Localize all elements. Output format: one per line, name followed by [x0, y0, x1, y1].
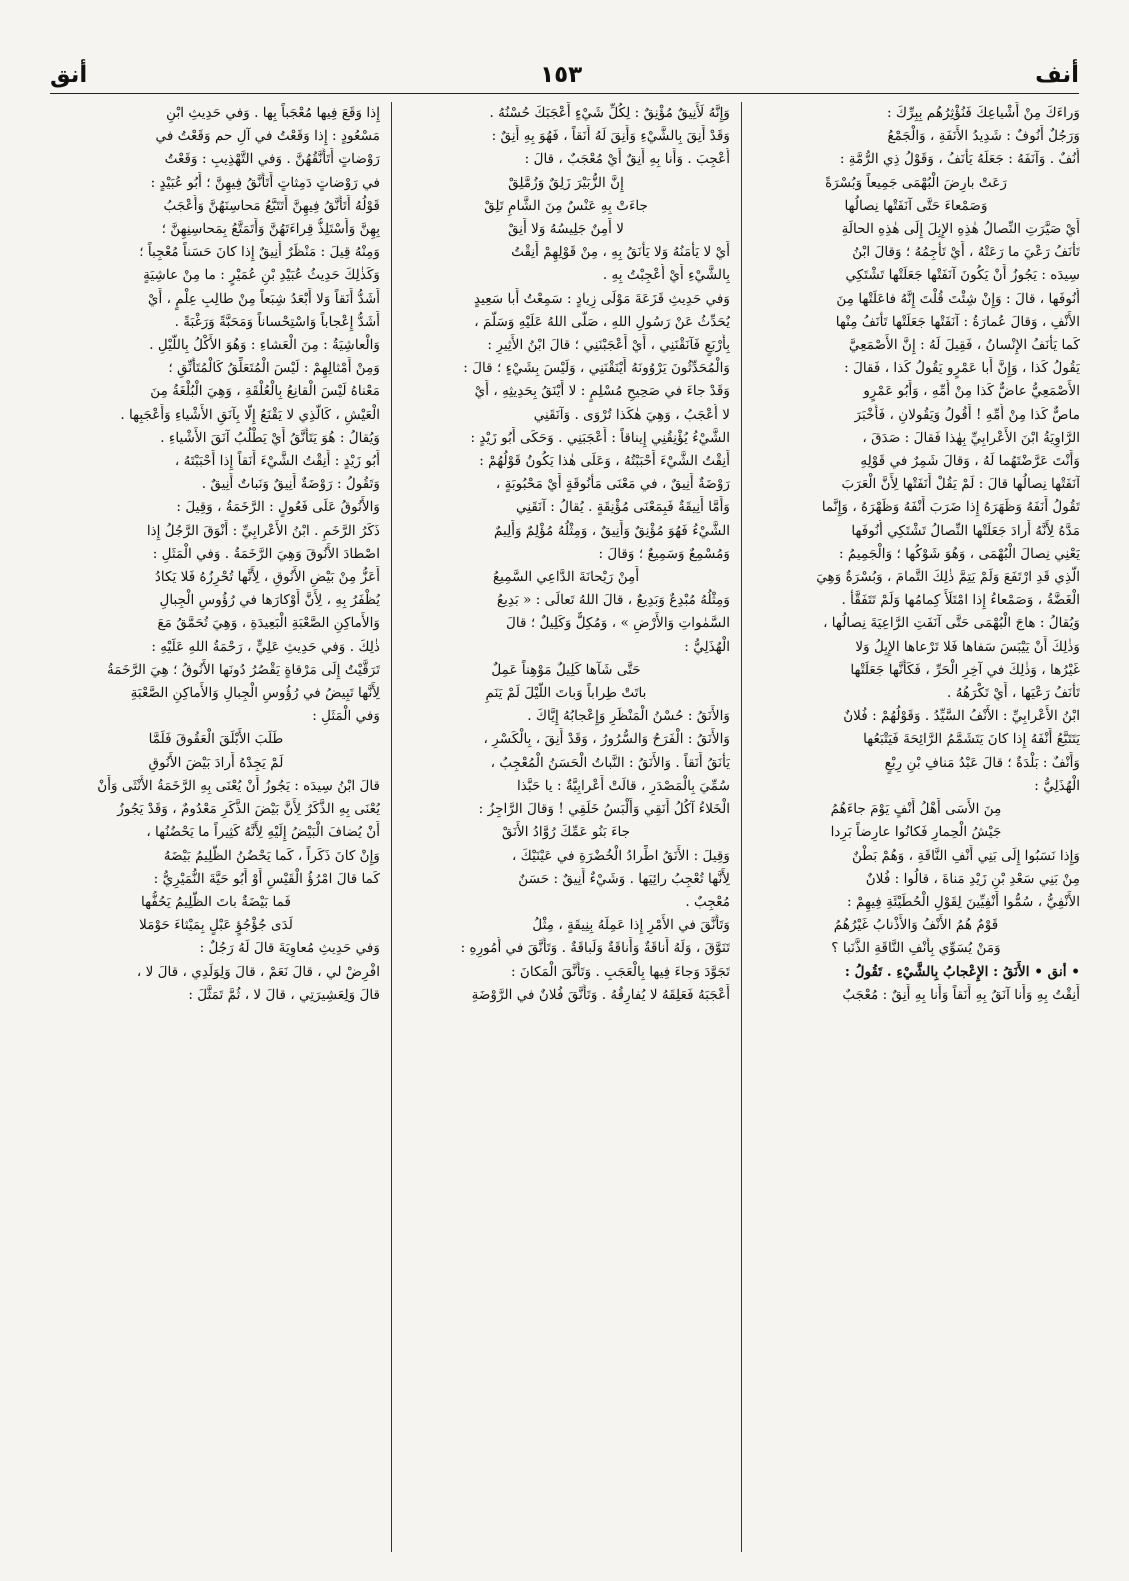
entry-headword-line: • أنق • الأَنَقُ : الإِعْجابُ بِالشَّيْءِ . تَقُولُ :	[844, 963, 1080, 980]
verse-line: باتَتْ طِراباً وَباتَ اللَّيْلَ لَمْ يَنَمِ	[485, 685, 647, 702]
text-line: وَالأَنَقُ : الْفَرَحُ وَالسُّرُورُ ، وَقَدْ أَنِقَ ، بِالْكَسْرِ ،	[483, 731, 730, 748]
verse-line: وَصَمْعاءَ حَتَّى آنَفَتْها نِصالُها	[844, 197, 988, 214]
text-line: تَنَوَّقَ ، وَلَهُ أَناقَةٌ وَأَناقَةٌ وَلَباقَةٌ . وَتَأَنَّقَ في أُمُورِهِ :	[460, 940, 730, 957]
text-line: إِذا وَقَعَ فِيها مُعْجَباً بِها . وَفي حَدِيثِ ابْنِ	[166, 105, 380, 121]
text-line: غَيْرُها ، وَذٰلِكَ في آخِرِ الْحَرِّ ، فَكَأَنَّها جَعَلَتْها	[850, 661, 1080, 678]
text-line: تَرَقَّيْتُ إِلَى مَرْقاةٍ يَقْصُرُ دُونَها الأَنُوقُ ؛ هِيَ الرَّخَمَةُ	[106, 661, 380, 678]
text-line: قَوْلُهُ أَتَأَنَّقُ فِيهِنَّ أَتَتَبَّعُ مَحاسِنَهُنَّ وَأُعْجَبُ	[163, 197, 380, 214]
text-line: مِنْ بَنِي سَعْدِ بْنِ زَيْدِ مَناةَ ، قالُوا : فُلانٌ	[865, 870, 1080, 887]
text-line: أَبُو زَيْدٍ : أَنِقْتُ الشَّيْءَ أَنَقاً إِذا أَحْبَبْتَهُ ،	[174, 453, 380, 470]
text-line: وَإِنْ كانَ ذَكَراً ، كَما يَحْضُنُ الظَّلِيمُ بَيْضَهُ	[163, 847, 380, 864]
text-line: سُمِّيَ بِالْمَصْدَرِ ، قالَتْ أَعْرابِيَّةٌ : يا حَبَّذا	[516, 777, 730, 794]
verse-line: مِنَ الأَسَى أَهْلُ أَنْفٍ يَوْمَ جاءَهُمُ	[830, 801, 1002, 818]
verse-line: حَتَّى شَآها كَلِيلٌ مَوْهِناً عَمِلٌ	[491, 661, 641, 678]
text-line: وَأَنْتَ عَرَّضْتَهُما لَهُ ، وَقالَ شَمِرٌ في قَوْلِهِ	[860, 453, 1080, 470]
text-line: وَالأَنُوقُ عَلَى فَعُولٍ : الرَّخَمَةُ ، وَقِيلَ :	[176, 499, 380, 516]
text-line: افْرِضْ لي ، قالَ نَعَمْ ، قالَ وَلِوَلَدِي ، قالَ لا ،	[136, 963, 380, 980]
text-line: الَّذِي قَدِ ارْتَفَعَ وَلَمْ يَتِمَّ ذٰلِكَ التَّمامَ ، وَبُسْرَةٌ وَهِيَ	[816, 569, 1080, 586]
text-line: مَدَّهُ لِأَنَّهُ أَرادَ جَعَلَتْها النِّصالُ تَشْتَكِي أُنُوفَها	[851, 522, 1080, 539]
text-line: وَيُقالُ : هُوَ يَتَأَنَّقُ أَيْ يَطْلُبُ آنَقَ الأَشْياءِ .	[160, 429, 380, 446]
text-line: وَتَقُولُ : رَوْضَةٌ أَنِيقٌ وَنَباتٌ أَنِيقٌ .	[201, 476, 380, 493]
text-line: آنَفَتْها نِصالُها قالَ : لَمْ يَقُلْ أَنَفَتْها لِأَنَّ الْعَرَبَ	[841, 476, 1080, 493]
text-line: وَفي الْمَثَلِ :	[312, 708, 380, 725]
text-line: وَالْعاشِيَةُ : مِنَ الْعَشاءِ : وَهُوَ الأَكْلُ بِاللَّيْلِ .	[149, 337, 380, 354]
text-line: يَتَتَبَّعُ أَنْفَهُ إِذا كانَ يَتَشَمَّمُ الرَّائِحَةَ فَيَتْبَعُها	[863, 731, 1080, 748]
text-line: أُنُوفَها ، قالَ : وَإِنْ شِئْتَ قُلْتَ إِنَّهُ فاعَلَتْها مِنَ	[836, 290, 1080, 307]
text-line: وَتَأَنَّقَ في الأَمْرِ إِذا عَمِلَهُ بِنِيقَةٍ ، مِثْلُ	[532, 917, 730, 934]
text-line: الْعَيْشِ ، كَالَّذِي لا يَقْنَعُ إِلَّا بِآنَقِ الأَشْياءِ وَأَعْجَبِها .	[120, 406, 380, 423]
text-line: أُنُفٌ . وَآنَفَهُ : جَعَلَهُ يَأْنَفُ ، وَقَوْلُ ذِي الرُّمَّةِ :	[839, 151, 1080, 168]
text-line: بِالشَّيْءِ أَيْ أُعْجِبْتُ بِهِ .	[602, 267, 730, 284]
text-line: كَما قالَ امْرُؤُ الْقَيْسِ أَوْ أَبُو حَيَّةَ النُّمَيْرِيُّ :	[153, 870, 380, 887]
verse-line: جاءَتْ بِهِ عَنْسٌ مِنَ الشَّامِ تَلِقْ	[484, 197, 648, 214]
text-line: مَعْناهُ لَيْسَ الْقانِعُ بِالْعُلْقَةِ ، وَهِيَ الْبُلْغَةُ مِنَ	[150, 383, 380, 400]
text-line: وَرَجُلٌ أَنُوفٌ : شَدِيدُ الأَنَفَةِ ، وَالْجَمْعُ	[887, 128, 1080, 145]
text-line: مُعْجِبٌ .	[685, 893, 730, 910]
page-header	[50, 58, 1079, 92]
text-line: أَنْ يُضافَ الْبَيْضُ إِلَيْهِ لِأَنَّهُ كَثِيراً ما يَحْضُنُها ،	[146, 824, 380, 841]
text-line: بِهِنَّ وَأَسْتَلِذُّ قِراءَتَهُنَّ وَأَتَمَتَّعُ بِمَحاسِنِهِنَّ ؛	[161, 221, 380, 238]
text-line: الْخَلاءُ آكُلُ أَنَقِي وَأَلْبَسُ خَلَقِي ! وَقالَ الرَّاجِزُ :	[478, 801, 730, 818]
text-line: الأَصْمَعِيُّ عاضٌّ كَذا مِنْ أُمِّهِ ، وَأَبُو عَمْرٍو	[863, 383, 1080, 400]
text-line: وَالْمُحَدِّثُونَ يَرْوُونَهُ أَيْنَقْنَنِي ، وَلَيْسَ بِشَيْءٍ ؛ قالَ :	[463, 360, 730, 377]
right-running-head: أنف	[1035, 62, 1079, 88]
text-line: لِأَنَّها تُعْجِبُ رائِيَها . وَشَيْءٌ أَنِيقٌ : حَسَنٌ	[518, 870, 730, 887]
verse-line: قَوْمٌ هُمُ الأَنْفُ وَالأَذْنابُ غَيْرُهُمُ	[833, 917, 999, 934]
column-divider	[741, 102, 742, 1552]
text-line: وَيُقالُ : هاجَ الْبُهْمَى حَتَّى آنَفَتِ الرَّاعِيَةَ نِصالُها ،	[823, 615, 1080, 632]
text-line: يُعْنَى بِهِ الذَّكَرُ لِأَنَّ بَيْضَ الذَّكَرِ مَعْدُومٌ ، وَقَدْ يَجُوزُ	[117, 801, 380, 818]
text-line: تَأْنَفُ رَعْيَ ما رَعَتْهُ ، أَيْ تَأْجِمُهُ ؛ وَقالَ ابْنُ	[852, 244, 1080, 261]
text-line: يُظْفَرُ بِهِ ، لِأَنَّ أَوْكارَها في رُؤُوسِ الْجِبالِ	[159, 592, 380, 609]
text-line: لِأَنَّها تَبِيضُ في رُؤُوسِ الْجِبالِ وَالأَماكِنِ الصَّعْبَةِ	[130, 685, 380, 702]
verse-line: رَعَتْ بارِضَ الْبُهْمَى جَمِيعاً وَبُسْرَةً	[825, 174, 1007, 191]
text-line: الأَنْفِ ، وَقالَ عُمارَةُ : آنَفَتْها جَعَلَتْها تَأْنَفُ مِنْها	[835, 313, 1080, 330]
text-line: الشَّيْءُ يُؤْنِقُنِي إِيناقاً : أَعْجَبَنِي . وَحَكَى أَبُو زَيْدٍ :	[470, 429, 730, 446]
verse-line: إِنَّ الزُّبَيْرَ زَلِقٌ وَزُمَّلِقْ	[508, 174, 624, 191]
text-line: وَالأَنَقُ : حُسْنُ الْمَنْظَرِ وَإِعْجابُهُ إِيَّاكَ .	[527, 708, 730, 725]
verse-line: لَمْ يَجِدْهُ أَرادَ بَيْضَ الأَنُوقِ	[148, 754, 284, 771]
text-columns	[52, 102, 1080, 1552]
verse-line: جاءَ بَنُو عَمِّكَ رُوَّادُ الأَنَقْ	[501, 824, 631, 841]
text-line: رَوْضاتٍ أَتَأَنَّقُهُنَّ . وَفي التَّهْذِيبِ : وَقَعْتُ	[164, 151, 380, 168]
column-left	[52, 102, 380, 1552]
text-line: سِيدَه : يَجُوزُ أَنْ يَكُونَ آنَفَتْها جَعَلَتْها تَشْتَكِي	[845, 267, 1080, 284]
text-line: الْهُذَلِيُّ :	[1034, 777, 1080, 794]
text-line: أَعْجَبَهُ فَعَلِقَهُ لا يُفارِقُهُ . وَتَأَنَّقَ فُلانٌ في الرَّوْضَةِ	[471, 986, 730, 1003]
text-line: وَذٰلِكَ أَنْ يَيْبَسَ سَفاها فَلا تَرْعاها الإِبِلُ وَلا	[855, 638, 1080, 655]
text-line: لا أُعْجَبُ ، وَهِيَ هٰكَذا تُرْوَى . وَآنَقَنِي	[533, 406, 730, 423]
column-right	[752, 102, 1080, 1552]
text-line: بِأَرْبَعٍ فَآنَقْنَنِي ، أَيْ أَعْجَبْنَنِي ؛ قالَ ابْنُ الأَثِيرِ :	[487, 337, 730, 354]
text-line: ذَكَرُ الرَّخَمِ . ابْنُ الأَعْرابِيِّ : أَنْوَقَ الرَّجُلُ إِذا	[146, 522, 380, 539]
text-line: وَإِذا نَسَبُوا إِلَى بَنِي أَنْفِ النَّاقَةِ ، وَهُمْ بَطْنٌ	[851, 847, 1080, 864]
text-line: اصْطادَ الأَنُوقَ وَهِيَ الرَّخَمَةُ . وَفي الْمَثَلِ :	[152, 545, 380, 562]
text-line: وَأَمَّا أَنِيقَةٌ فَبِمَعْنَى مُؤْنِقَةٍ . يُقالُ : آنَقَنِي	[516, 499, 730, 516]
text-line: وَقِيلَ : الأَنَقُ اطِّرادُ الْخُضْرَةِ في عَيْنَيْكَ ،	[511, 847, 730, 864]
text-line: كَما يَأْنَفُ الإِنْسانُ ، فَقِيلَ لَهُ : إِنَّ الأَصْمَعِيَّ	[848, 337, 1080, 354]
text-line: وَكَذٰلِكَ حَدِيثُ عُبَيْدِ بْنِ عُمَيْرٍ : ما مِنْ عاشِيَةٍ	[143, 267, 380, 284]
text-line: مَسْعُودٍ : إِذا وَقَعْتُ في آلِ حم وَقَعْتُ في	[155, 128, 380, 145]
text-line: في رَوْضاتٍ دَمِثاتٍ أَتَأَنَّقُ فِيهِنَّ ؛ أَبُو عُبَيْدٍ :	[150, 174, 380, 191]
text-line: أَيْ صَيَّرَتِ النِّصالُ هٰذِهِ الإِبِلَ إِلَى هٰذِهِ الحالَةِ	[841, 221, 1080, 238]
header-rule	[50, 93, 1079, 94]
left-running-head: أنق	[50, 62, 88, 88]
text-line: وَقَدْ أَنِقَ بِالشَّيْءِ وَأَنِقَ لَهُ أَنَقاً ، فَهُوَ بِهِ أَنِقٌ :	[491, 128, 730, 145]
text-line: أَنِقْتُ بِهِ وَأَنا آنَقُ بِهِ أَنَقاً وَأَنا بِهِ أَنِقٌ : مُعْجَبٌ	[842, 986, 1080, 1003]
text-line: وَأَنْفٌ : بَلْدَةٌ ؛ قالَ عَبْدُ مَنافِ بْنِ رِبْعٍ	[884, 754, 1080, 771]
page-number: ١٥٣	[540, 62, 583, 88]
text-line: يُحَدِّثُ عَنْ رَسُولِ اللهِ ، صَلَّى اللهُ عَلَيْهِ وَسَلَّمَ ،	[474, 313, 730, 330]
text-line: ماصٌّ كَذا مِنْ أُمِّهِ ! أَقُولُ وَيَقُولانِ ، فَأَخْبَرَ	[854, 406, 1080, 423]
text-line: وَمِنْ أَمْثالِهِمْ : لَيْسَ الْمُتَعَلِّقُ كَالْمُتَأَنِّقِ ؛	[168, 360, 380, 377]
verse-line: أَمِنْ رَيْحانَةَ الدَّاعِي السَّمِيعُ	[492, 569, 640, 586]
text-line: الْغَضَّةُ ، وَصَمْعاءُ إِذا امْتَلَأَ كِمامُها وَلَمْ تَتَفَقَّأْ .	[841, 592, 1080, 609]
text-line: تَقُولُ أَنَفَهُ وَظَهَرَهُ إِذا ضَرَبَ أَنْفَهُ وَظَهْرَهُ ، وَإِنَّما	[821, 499, 1080, 516]
text-line: يَقُولُ كَذا ، وَإِنَّ أَبا عَمْرٍو يَقُولُ كَذا ، فَقالَ :	[844, 360, 1080, 377]
column-middle	[402, 102, 730, 1552]
text-line: رَوْضَةٌ أَنِيقٌ ، في مَعْنَى مَأْنُوقَةٍ أَيْ مَحْبُوبَةٍ ،	[495, 476, 730, 493]
text-line: الرَّاوِيَةُ ابْنَ الأَعْرابِيِّ بِهٰذا فَقالَ : صَدَقَ ،	[862, 429, 1080, 446]
text-line: يَعْنِي نِصالَ الْبُهْمَى ، وَهُوَ شَوْكُها ؛ وَالْجَمِيمُ :	[838, 545, 1080, 562]
text-line: أَيْ لا يَأْمَنُهُ وَلا يَأْنَقُ بِهِ ، مِنْ قَوْلِهِمْ أَنِقْتُ	[511, 244, 730, 261]
text-line: الشَّيْءُ فَهُوَ مُؤْنِقٌ وَأَنِيقٌ ، وَمِثْلُهُ مُؤْلِمٌ وَأَلِيمٌ	[493, 522, 730, 539]
text-line: قالَ ابْنُ سِيدَه : يَجُوزُ أَنْ يُعْنَى بِهِ الرَّخَمَةُ الأُنْثَى وَأَنْ	[97, 777, 380, 794]
text-line: ابْنُ الأَعْرابِيِّ : الأَنْفُ السَّيِّدُ . وَقَوْلُهُمْ : فُلانٌ	[843, 708, 1080, 725]
text-line: الأَنْفِيُّ ، سُمُّوا أَنْفِيِّينَ لِقَوْلِ الْحُطَيْئَةِ فِيهِمْ :	[847, 893, 1080, 910]
text-line: الْهُذَلِيُّ :	[684, 638, 730, 655]
text-line: وَإِنَّهُ لَأَنِيقٌ مُؤْنِقٌ : لِكُلِّ شَيْءٍ أَعْجَبَكَ حُسْنُهُ .	[489, 105, 730, 121]
text-line: ذٰلِكَ . وَفي حَدِيثِ عَلِيٍّ ، رَحْمَةُ اللهِ عَلَيْهِ :	[151, 638, 380, 655]
text-line: أَنِقْتُ الشَّيْءَ أَحْبَبْتُهُ ، وَعَلَى هٰذا يَكُونُ قَوْلُهُمْ :	[479, 453, 730, 470]
text-line: قالَ وَلِعَشِيرَتِي ، قالَ لا ، ثُمَّ تَمَثَّلَ :	[188, 986, 380, 1003]
text-line: أَشَدُّ إِعْجاباً وَاسْتِحْساناً وَمَحَبَّةً وَرَغْبَةً .	[174, 313, 380, 330]
text-line: وَمِثْلُهُ مُبْدِعٌ وَبَدِيعٌ ، قالَ اللهُ تَعالَى : « بَدِيعُ	[496, 592, 730, 609]
text-line: وَمُسْمِعٌ وَسَمِيعٌ ؛ وَقالَ :	[598, 545, 730, 562]
text-line: وَفي حَدِيثِ مُعاوِيَةَ قالَ لَهُ رَجُلٌ :	[199, 940, 380, 957]
text-line: وَراءَكَ مِنْ أَشْياعِكَ فَنُؤْثِرُهُم بِبِرِّكَ :	[886, 105, 1080, 121]
text-line: تَأْنَفُ رَعْيَها ، أَيْ تَكْرَهُهُ .	[947, 685, 1080, 702]
verse-line: وَمَنْ يُسَوِّي بِأَنْفِ النَّاقَةِ الذَّنَبا ؟	[831, 940, 1001, 957]
text-line: تَجَوَّدَ وَجاءَ فِيها بِالْعَجَبِ . وَتَأَنَّقَ الْمَكانَ :	[510, 963, 730, 980]
text-line: أُعْجِبَ . وَأَنا بِهِ أَنِقٌ أَيْ مُعْجَبٌ ، قالَ :	[524, 151, 730, 168]
text-line: وَفي حَدِيثِ قَزَعَةَ مَوْلَى زِيادٍ : سَمِعْتُ أَبا سَعِيدٍ	[474, 290, 730, 307]
text-line: وَمِنْهُ قِيلَ : مَنْظَرٌ أَنِيقٌ إِذا كانَ حَسَناً مُعْجِباً ؛	[139, 244, 380, 261]
text-line: وَالأَماكِنِ الصَّعْبَةِ الْبَعِيدَةِ ، وَهِيَ تُحَمَّقُ مَعَ	[157, 615, 380, 632]
verse-line: طَلَبَ الأَبْلَقَ الْعَقُوقَ فَلَمَّا	[148, 731, 284, 748]
text-line: وَقَدْ جاءَ في صَحِيحِ مُسْلِمٍ : لا أَيْنَقُ بِحَدِيثِهِ ، أَيْ	[474, 383, 730, 400]
verse-line: فَما بَيْضَةٌ باتَ الظَّلِيمُ يَحُفُّها	[140, 893, 292, 910]
column-divider	[391, 102, 392, 1552]
text-line: يَأْنَقُ أَنَقاً . وَالأَنَقُ : النَّباتُ الْحَسَنُ الْمُعْجِبُ ،	[490, 754, 730, 771]
text-line: السَّمٰواتِ وَالأَرْضِ » ، وَمُكِلٌّ وَكَلِيلٌ ؛ قالَ	[506, 615, 730, 632]
verse-line: جَيْشُ الْحِمارِ فَكانُوا عارِضاً بَرِدا	[830, 824, 1002, 841]
text-line: أَعَزُّ مِنْ بَيْضِ الأَنُوقِ ، لِأَنَّها تُحْرِزُهُ فَلا يَكادُ	[154, 569, 380, 586]
text-line: أَشَدُّ أَنَقاً وَلا أَبْعَدُ شِبَعاً مِنْ طالِبِ عِلْمٍ ، أَيْ	[147, 290, 380, 307]
verse-line: لا أَمِنٌ جَلِيسُهُ وَلا أَنِقْ	[507, 221, 625, 238]
verse-line: لَدَى جُؤْجُؤٍ عَبْلٍ بِمَيْثاءَ حَوْمَلا	[139, 917, 293, 934]
